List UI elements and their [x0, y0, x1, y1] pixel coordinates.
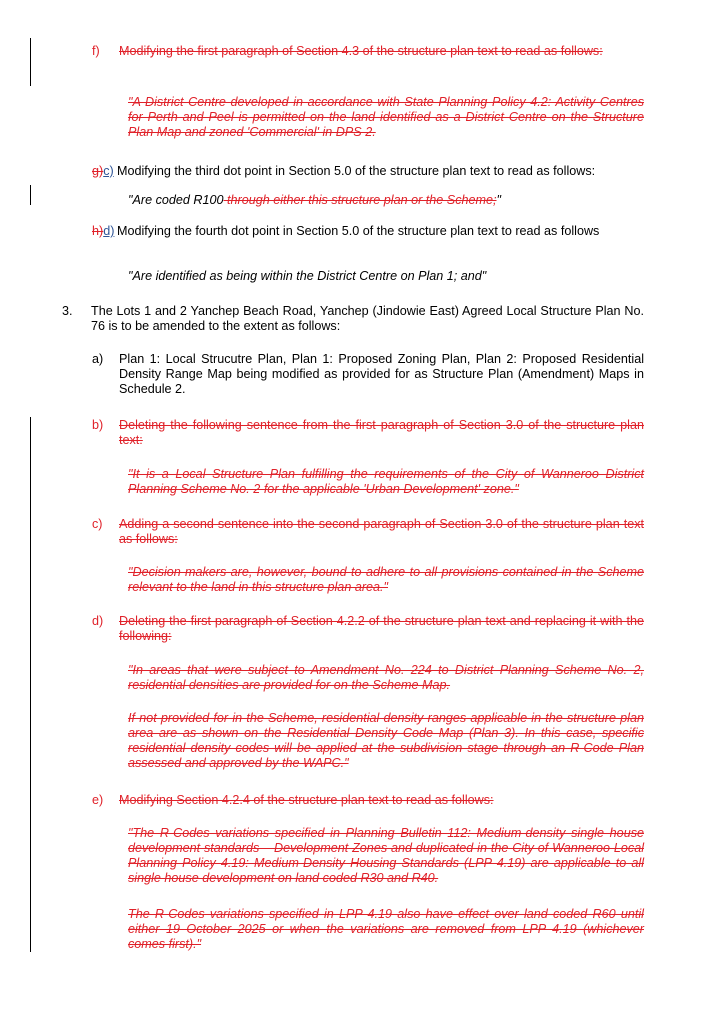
- item-f-quote: "A District Centre developed in accordance with State Planning Policy 4.2: Activity Centres for Perth and Peel is permitted on the land identified as a District Centre on the Structure Plan Map and zoned 'Commercial' in DPS 2.: [128, 95, 644, 139]
- item-text: Modifying the third dot point in Section 5.0 of the structure plan text to read as follows:: [117, 164, 596, 178]
- item-label: f): [92, 44, 100, 58]
- quote-kept: "Are coded R100: [128, 193, 224, 207]
- item-text: Deleting the first paragraph of Section 4.2.2 of the structure plan text and replacing it with the following:: [119, 614, 644, 643]
- item-d-quote-2: If not provided for in the Scheme, residential density ranges applicable in the structure plan area are as shown on the Residential Density Code Map (Plan 3). In this case, specific residential density codes will be applied at the subdivision stage through an R-Code Plan assessed and approved by the WAPC.": [128, 711, 644, 770]
- item-label: d): [92, 614, 104, 628]
- item-label-inserted: c): [103, 164, 114, 178]
- section-3: [62, 304, 644, 334]
- item-e: [92, 793, 644, 808]
- item-a: [92, 352, 644, 397]
- item-e-quote-2: The R-Codes variations specified in LPP 4.19 also have effect over land coded R60 until either 19 October 2025 or when the variations are removed from LPP 4.19 (whichever comes first).": [128, 907, 644, 951]
- item-label: a): [92, 352, 104, 366]
- item-e-quote: "The R-Codes variations specified in Planning Bulletin 112: Medium-density single house development standards – Development Zones and duplicated in the City of Wanneroo Local Planning Policy 4.19: Medium-Density Housing Standards (LPP 4.19) are applicable to all single house development on land coded R30 and R40.: [128, 826, 644, 885]
- item-label: c): [92, 517, 103, 531]
- item-text: Adding a second sentence into the second paragraph of Section 3.0 of the structure plan text as follows:: [119, 517, 644, 546]
- change-bar: [30, 417, 31, 952]
- item-text: Modifying the first paragraph of Section 4.3 of the structure plan text to read as follows:: [119, 44, 603, 58]
- item-text: The Lots 1 and 2 Yanchep Beach Road, Yanchep (Jindowie East) Agreed Local Structure Plan No. 76 is to be amended to the extent as follows:: [91, 304, 644, 333]
- item-d-quote: "In areas that were subject to Amendment No. 224 to District Planning Scheme No. 2, residential densities are provided for on the Scheme Map.: [128, 663, 644, 692]
- item-text: Deleting the following sentence from the first paragraph of Section 3.0 of the structure plan text:: [119, 418, 644, 447]
- item-label-deleted: h): [92, 224, 104, 238]
- item-h-quote: "Are identified as being within the District Centre on Plan 1; and": [128, 269, 487, 283]
- item-label: e): [92, 793, 104, 807]
- item-b: [92, 418, 644, 448]
- item-f: [92, 44, 644, 59]
- quote-deleted: through either this structure plan or the Scheme;: [223, 193, 497, 207]
- item-text: Modifying Section 4.2.4 of the structure plan text to read as follows:: [119, 793, 494, 807]
- item-g-quote: [128, 193, 644, 208]
- item-text: Modifying the fourth dot point in Section 5.0 of the structure plan text to read as follows: [117, 224, 600, 238]
- item-c-quote: "Decision-makers are, however, bound to adhere to all provisions contained in the Scheme relevant to the land in this structure plan area.": [128, 565, 644, 594]
- item-label: b): [92, 418, 104, 432]
- item-label-deleted: g): [92, 164, 104, 178]
- item-g: [92, 164, 644, 179]
- item-b-quote: "It is a Local Structure Plan fulfilling the requirements of the City of Wanneroo District Planning Scheme No. 2 for the applicable 'Urban Development' zone.": [128, 467, 644, 496]
- item-c: [92, 517, 644, 547]
- quote-end: ": [496, 193, 501, 207]
- item-label: 3.: [62, 304, 73, 318]
- item-h: [92, 224, 644, 239]
- change-bar: [30, 38, 31, 86]
- item-d: [92, 614, 644, 644]
- item-label-inserted: d): [103, 224, 115, 238]
- change-bar: [30, 185, 31, 205]
- item-text: Plan 1: Local Strucutre Plan, Plan 1: Proposed Zoning Plan, Plan 2: Proposed Residential Density Range Map being modified as provided for as Structure Plan (Amendment) Maps in Schedule 2.: [119, 352, 644, 396]
